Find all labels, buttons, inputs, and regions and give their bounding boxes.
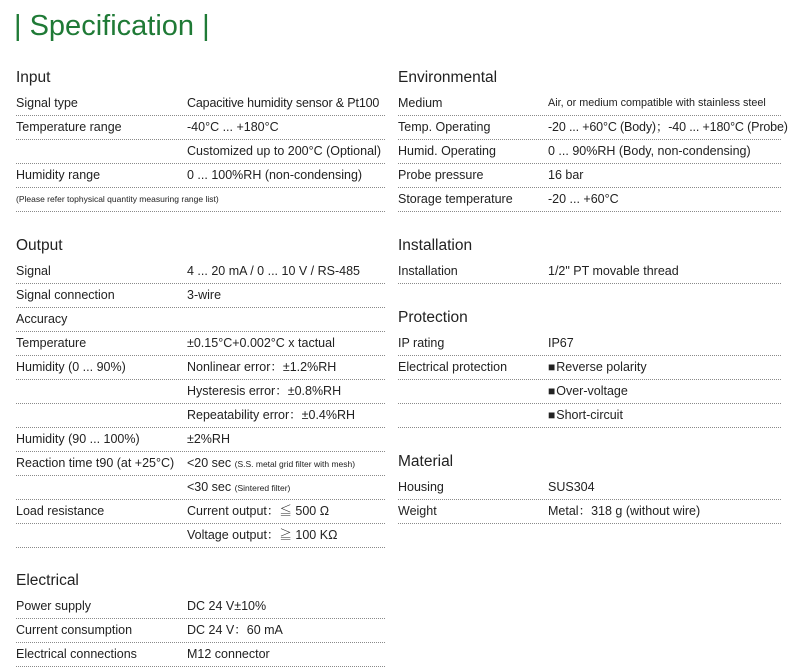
installation-spec-list — [398, 260, 781, 284]
spec-value: -40°C ... +180°C — [187, 120, 279, 134]
section-heading-output: Output — [16, 237, 63, 254]
spec-label: Load resistance — [16, 504, 105, 518]
spec-row-housing — [398, 476, 781, 500]
spec-value: 4 ... 20 mA / 0 ... 10 V / RS-485 — [187, 264, 361, 278]
spec-value: ±2%RH — [187, 432, 230, 446]
spec-value: Repeatability error：±0.4%RH — [187, 408, 356, 422]
spec-value: Customized up to 200°C (Optional) — [187, 144, 381, 158]
spec-value-note: (Sintered filter) — [234, 483, 291, 493]
spec-row-power-supply — [16, 595, 385, 619]
spec-label: Installation — [398, 264, 458, 278]
spec-row-humidity-90-100 — [16, 428, 385, 452]
spec-row-note — [16, 188, 385, 212]
spec-row-reverse-polarity — [398, 356, 781, 380]
spec-row-probe-pressure — [398, 164, 781, 188]
spec-label: Housing — [398, 480, 444, 494]
spec-row-electrical-connections — [16, 643, 385, 667]
spec-value — [548, 380, 628, 403]
section-heading-environmental: Environmental — [398, 69, 498, 86]
spec-value: Capacitive humidity sensor & Pt100 — [187, 96, 380, 110]
spec-row-signal-connection — [16, 284, 385, 308]
spec-value: -20 ... +60°C (Body)；-40 ... +180°C (Probe) — [548, 120, 788, 134]
output-spec-list — [16, 260, 385, 548]
spec-value: ±0.15°C+0.002°C x tactual — [187, 336, 335, 350]
spec-row-ip-rating — [398, 332, 781, 356]
spec-row-load-resistance — [16, 500, 385, 524]
spec-label: Humid. Operating — [398, 144, 496, 158]
spec-value — [548, 404, 623, 427]
spec-row-storage-temperature — [398, 188, 781, 212]
spec-label: Signal type — [16, 96, 78, 110]
environmental-spec-list — [398, 92, 788, 212]
spec-row-weight — [398, 500, 781, 524]
square-bullet-icon: ■ — [548, 408, 556, 422]
spec-value: Metal：318 g (without wire) — [548, 504, 701, 518]
spec-label: IP rating — [398, 336, 445, 350]
spec-row-repeatability — [16, 404, 385, 428]
spec-row-signal-type — [16, 92, 385, 116]
spec-label: Storage temperature — [398, 192, 513, 206]
spec-value: 3-wire — [187, 288, 222, 302]
spec-row-humidity-range — [16, 164, 385, 188]
spec-label: Humidity range — [16, 168, 101, 182]
spec-label: Humidity (0 ... 90%) — [16, 360, 126, 374]
spec-row-over-voltage — [398, 380, 781, 404]
spec-row-temp-operating — [398, 116, 788, 140]
spec-label: Electrical protection — [398, 360, 508, 374]
spec-label: Temp. Operating — [398, 120, 491, 134]
section-heading-material: Material — [398, 453, 454, 470]
spec-value: 0 ... 100%RH (non-condensing) — [187, 168, 363, 182]
section-heading-installation: Installation — [398, 237, 473, 254]
spec-value: -20 ... +60°C — [548, 192, 619, 206]
spec-value: Voltage output：≧ 100 KΩ — [187, 528, 338, 542]
spec-value-note: (S.S. metal grid filter with mesh) — [234, 459, 356, 469]
spec-value — [187, 452, 355, 476]
spec-label: Humidity (90 ... 100%) — [16, 432, 140, 446]
spec-value-text: Over-voltage — [556, 384, 628, 398]
spec-value: DC 24 V：60 mA — [187, 623, 283, 637]
spec-label: Weight — [398, 504, 437, 518]
section-heading-protection: Protection — [398, 309, 468, 326]
spec-row-hysteresis — [16, 380, 385, 404]
protection-spec-list — [398, 332, 781, 428]
spec-label: Temperature — [16, 336, 87, 350]
square-bullet-icon: ■ — [548, 384, 556, 398]
spec-label: Medium — [398, 96, 443, 110]
spec-value: Hysteresis error：±0.8%RH — [187, 384, 342, 398]
spec-row-temperature-range-extra — [16, 140, 385, 164]
electrical-spec-list — [16, 595, 385, 667]
spec-row-reaction-time-2 — [16, 476, 385, 500]
section-heading-input: Input — [16, 69, 51, 86]
spec-value: 16 bar — [548, 168, 584, 182]
spec-row-signal — [16, 260, 385, 284]
spec-value-text: Short-circuit — [556, 408, 623, 422]
spec-value: IP67 — [548, 336, 574, 350]
spec-row-accuracy — [16, 308, 385, 332]
spec-value-text: Reverse polarity — [556, 360, 647, 374]
spec-row-humidity-0-90 — [16, 356, 385, 380]
spec-value: 0 ... 90%RH (Body, non-condensing) — [548, 144, 751, 158]
spec-label: Probe pressure — [398, 168, 484, 182]
square-bullet-icon: ■ — [548, 360, 556, 374]
input-spec-list — [16, 92, 385, 212]
spec-value: DC 24 V±10% — [187, 599, 267, 613]
spec-row-load-resistance-2 — [16, 524, 385, 548]
spec-value: Current output：≦ 500 Ω — [187, 504, 330, 518]
spec-value — [548, 356, 647, 379]
spec-row-medium — [398, 92, 781, 116]
spec-row-reaction-time — [16, 452, 385, 476]
spec-label: Signal — [16, 264, 51, 278]
material-spec-list — [398, 476, 781, 524]
spec-row-short-circuit — [398, 404, 781, 428]
spec-label: Current consumption — [16, 623, 133, 637]
spec-note: (Please refer tophysical quantity measuring range list) — [16, 194, 219, 204]
spec-value-main: <20 sec — [187, 456, 232, 470]
spec-row-installation — [398, 260, 781, 284]
spec-label: Power supply — [16, 599, 92, 613]
spec-value: Air, or medium compatible with stainless steel — [548, 97, 766, 109]
spec-label: Accuracy — [16, 312, 68, 326]
spec-value: M12 connector — [187, 647, 270, 661]
spec-value — [187, 476, 290, 500]
spec-row-humid-operating — [398, 140, 781, 164]
spec-value: 1/2" PT movable thread — [548, 264, 679, 278]
spec-row-temperature-range — [16, 116, 385, 140]
spec-row-current-consumption — [16, 619, 385, 643]
spec-row-temperature — [16, 332, 385, 356]
spec-value-main: <30 sec — [187, 480, 232, 494]
spec-label: Reaction time t90 (at +25°C) — [16, 456, 175, 470]
section-heading-electrical: Electrical — [16, 572, 79, 589]
spec-value: SUS304 — [548, 480, 595, 494]
spec-value: Nonlinear error：±1.2%RH — [187, 360, 337, 374]
page-title: | Specification | — [14, 10, 210, 42]
spec-label: Temperature range — [16, 120, 122, 134]
spec-label: Signal connection — [16, 288, 115, 302]
spec-label: Electrical connections — [16, 647, 137, 661]
